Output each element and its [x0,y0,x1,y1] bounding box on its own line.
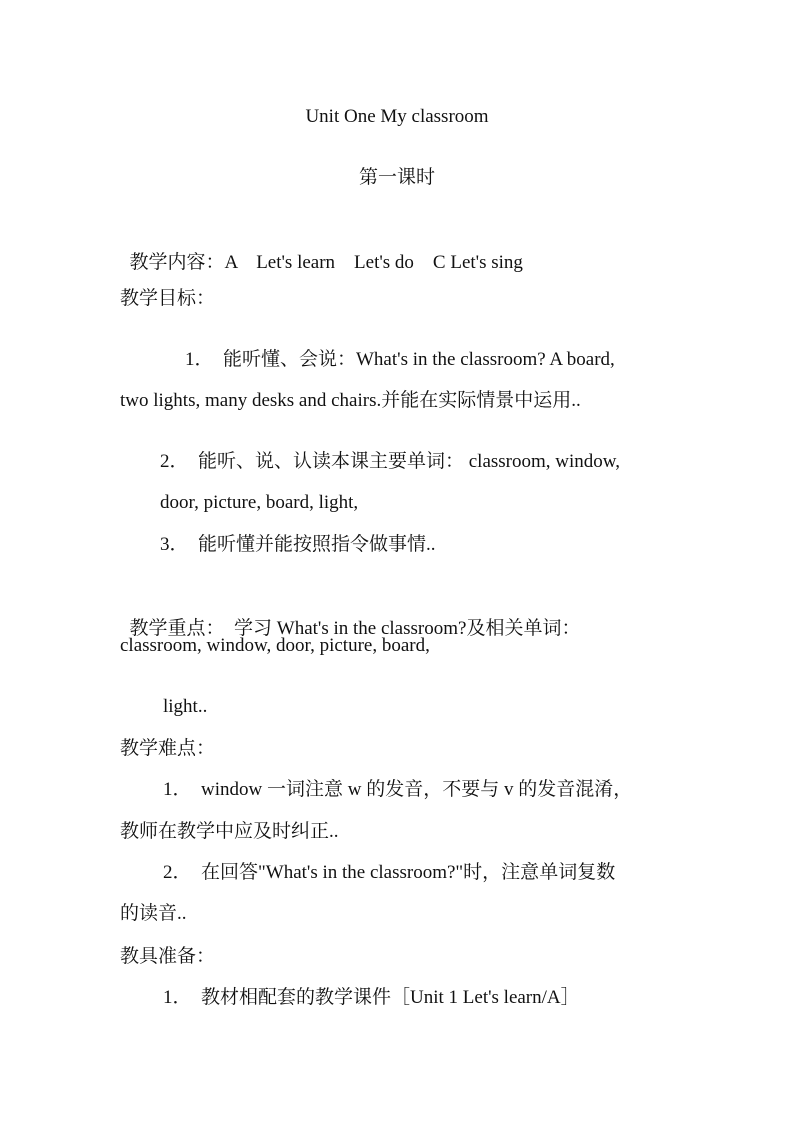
content-line [120,227,523,275]
key-points-line-3: light.. [163,696,208,717]
key-points-line-2: classroom, window, door, picture, board, [120,635,430,656]
objectives-label: 教学目标： [120,288,216,309]
objective-1-line-1: 1． 能听懂、会说：What's in the classroom? A board, [185,349,615,370]
objective-2-line-1: 2． 能听、说、认读本课主要单词： classroom, window, [160,451,621,472]
content-label: 教学内容： [129,252,225,273]
difficulty-1-line-1: 1． window 一词注意 w 的发音，不要与 v 的发音混淆， [163,779,633,800]
objective-1-line-2: two lights, many desks and chairs.并能在实际情景中运用.. [120,390,581,411]
difficulty-1-line-2: 教师在教学中应及时纠正.. [120,821,339,842]
objective-3: 3． 能听懂并能按照指令做事情.. [160,534,436,555]
key-points-text: 学习 What's in the classroom?及相关单词： [224,618,581,639]
materials-label: 教具准备： [120,946,216,967]
difficulties-label: 教学难点： [120,738,216,759]
objective-2-line-2: door, picture, board, light, [160,492,359,513]
difficulty-2-line-1: 2． 在回答"What's in the classroom?"时，注意单词复数 [163,862,616,883]
material-1: 1． 教材相配套的教学课件［Unit 1 Let's learn/A］ [163,987,580,1008]
content-text: A Let's learn Let's do C Let's sing [224,252,523,273]
lesson-subtitle: 第一课时 [358,167,435,188]
key-points-label: 教学重点： [129,618,225,639]
difficulty-2-line-2: 的读音.. [120,903,187,924]
page-title: Unit One My classroom [305,106,489,127]
